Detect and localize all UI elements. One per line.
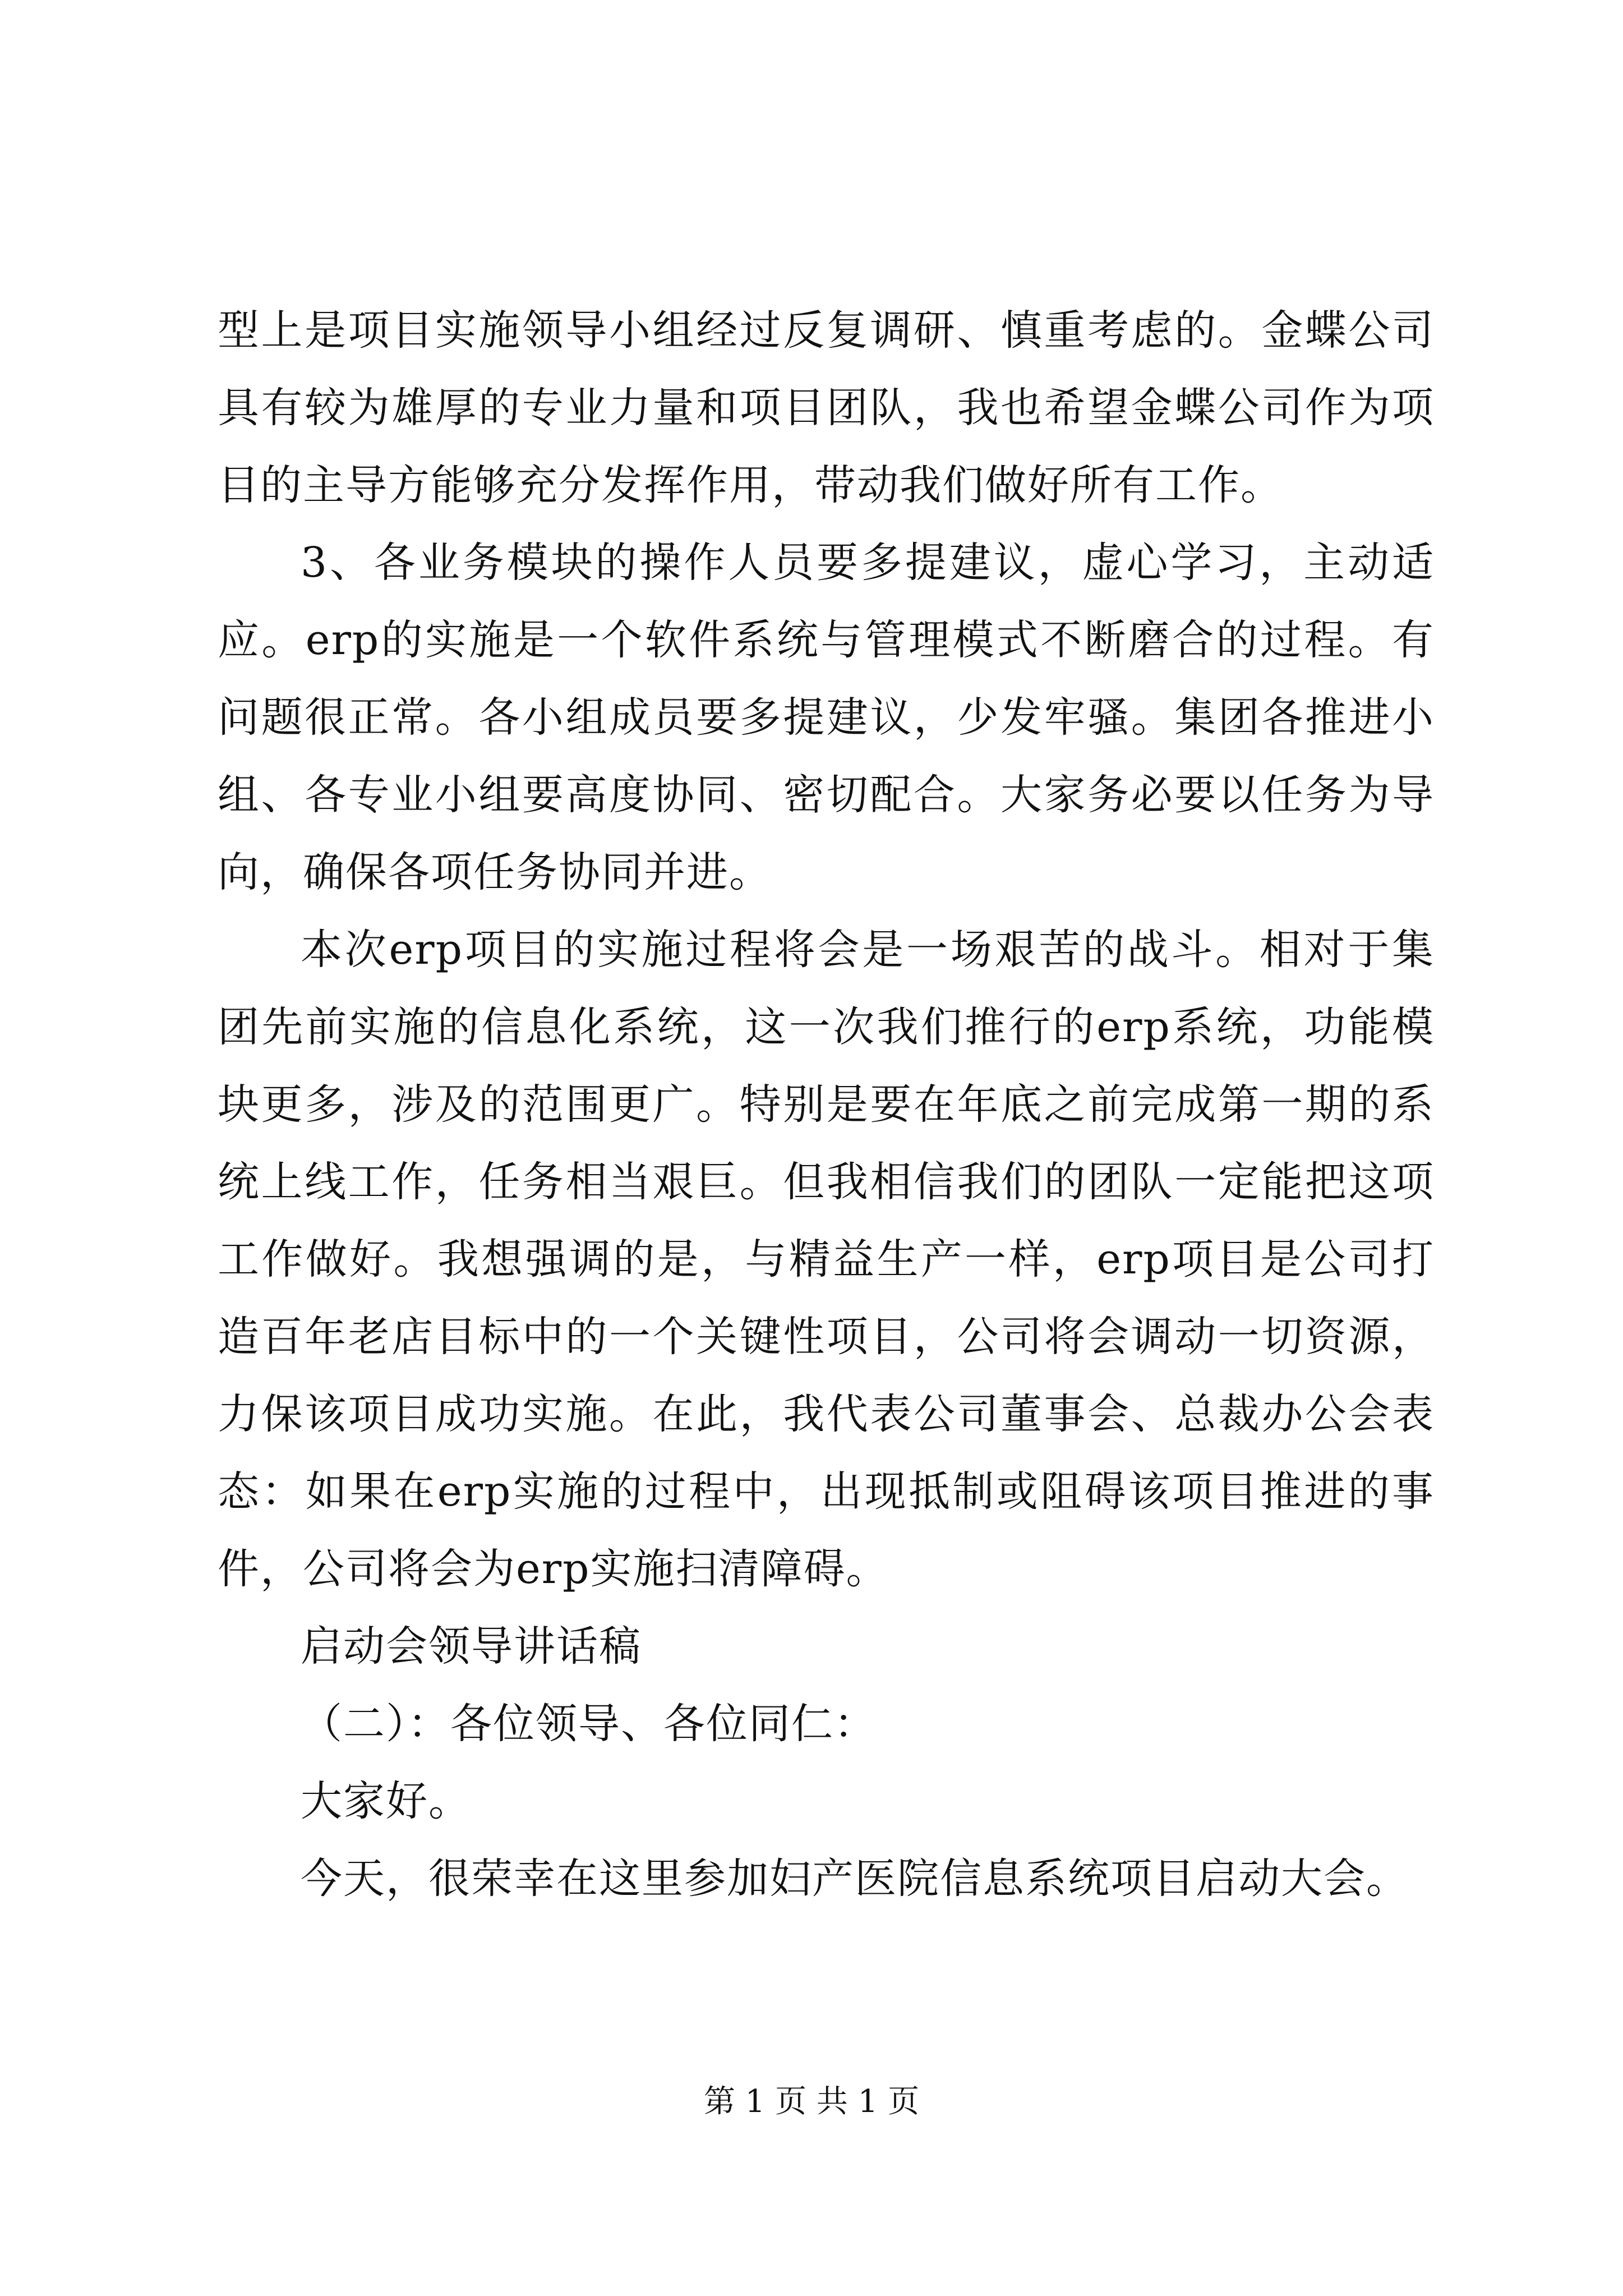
paragraph-item-3: 3、各业务模块的操作人员要多提建议，虚心学习，主动适应。erp的实施是一个软件系统与管理模式不断磨合的过程。有问题很正常。各小组成员要多提建议，少发牢骚。集团各推进小组、各专业小组要高度协同、密切配合。大家务必要以任务为导向，确保各项任务协同并进。 bbox=[218, 539, 1435, 896]
salutation: （二）：各位领导、各位同仁： bbox=[301, 1700, 877, 1748]
document-body bbox=[218, 292, 1435, 1917]
greeting: 大家好。 bbox=[301, 1777, 471, 1825]
paragraph-erp-implementation: 本次erp项目的实施过程将会是一场艰苦的战斗。相对于集团先前实施的信息化系统，这一次我们推行的erp系统，功能模块更多，涉及的范围更广。特别是要在年底之前完成第一期的系统上线工作，任务相当艰巨。但我相信我们的团队一定能把这项工作做好。我想强调的是，与精益生产一样，erp项目是公司打造百年老店目标中的一个关键性项目，公司将会调动一切资源，力保该项目成功实施。在此，我代表公司董事会、总裁办公会表态：如果在erp实施的过程中，出现抵制或阻碍该项目推进的事件，公司将会为erp实施扫清障碍。 bbox=[218, 926, 1435, 1593]
opening-sentence: 今天，很荣幸在这里参加妇产医院信息系统项目启动大会。 bbox=[301, 1855, 1409, 1903]
section-title: 启动会领导讲话稿 bbox=[301, 1622, 642, 1671]
page-footer: 第 1 页 共 1 页 bbox=[703, 2083, 920, 2120]
paragraph-continuation: 型上是项目实施领导小组经过反复调研、慎重考虑的。金蝶公司具有较为雄厚的专业力量和项目团队，我也希望金蝶公司作为项目的主导方能够充分发挥作用，带动我们做好所有工作。 bbox=[218, 306, 1435, 509]
